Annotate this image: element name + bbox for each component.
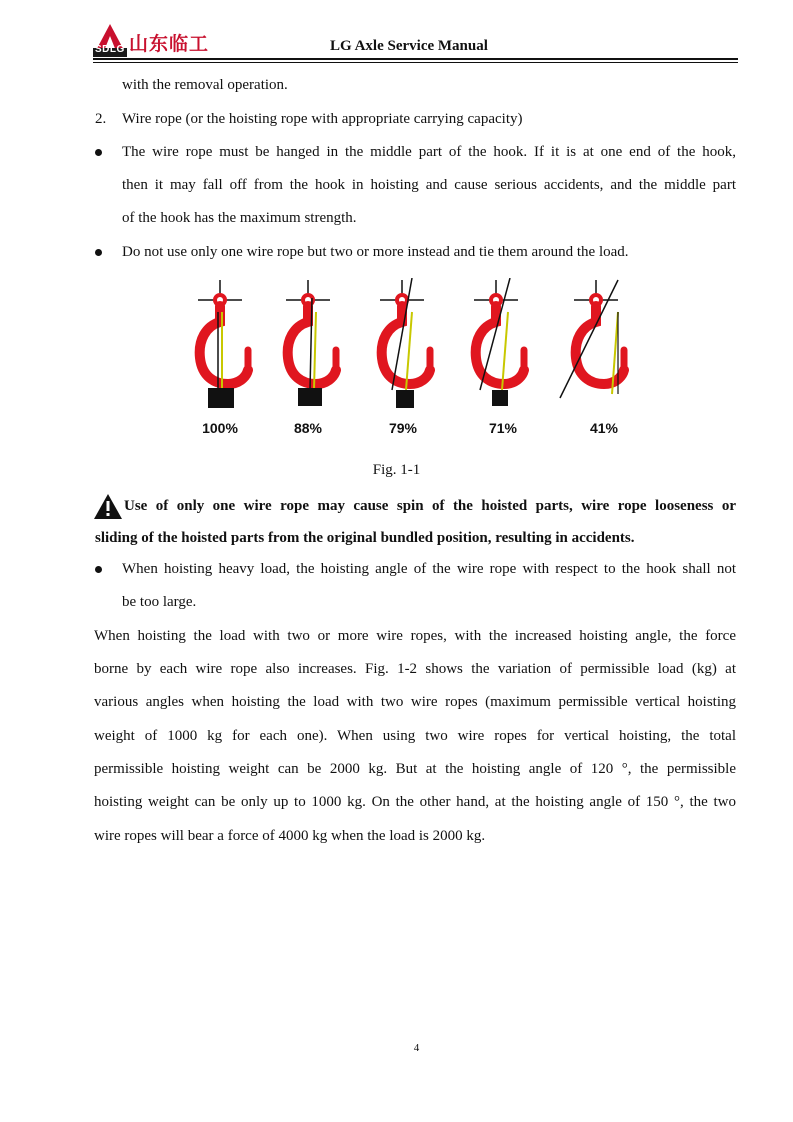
bullet-icon	[95, 566, 102, 573]
bullet-icon	[95, 149, 102, 156]
bullet-icon	[95, 249, 102, 256]
hook-diagram-1	[198, 280, 248, 408]
logo-sdlg-text: SDLG	[95, 44, 125, 55]
paragraph-line-1: When hoisting the load with two or more wire ropes, with the increased hoisting angle, the force	[94, 628, 736, 644]
paragraph-line-6: hoisting weight can be only up to 1000 kg. On the other hand, at the hoisting angle of 150 °, the two	[94, 794, 736, 810]
header-title: LG Axle Service Manual	[330, 38, 488, 54]
paragraph-line-2: borne by each wire rope also increases. Fig. 1-2 shows the variation of permissible load (kg) at	[94, 661, 736, 677]
sdlg-logo	[93, 22, 243, 58]
figure-percent-label: 71%	[488, 420, 518, 436]
bullet-3-line-1: When hoisting heavy load, the hoisting angle of the wire rope with respect to the hook shall not	[122, 561, 736, 577]
figure-percent-label: 100%	[202, 420, 238, 436]
hook-diagram-4	[474, 278, 524, 406]
figure-percent-label: 79%	[388, 420, 418, 436]
bullet-1-line-3: of the hook has the maximum strength.	[122, 210, 357, 226]
header-rule	[93, 58, 738, 60]
item-text: Wire rope (or the hoisting rope with appropriate carrying capacity)	[122, 111, 523, 127]
warning-line-2: sliding of the hoisted parts from the original bundled position, resulting in accidents.	[95, 530, 635, 546]
paragraph-line-5: permissible hoisting weight can be 2000 kg. But at the hoisting angle of 120 °, the permissible	[94, 761, 736, 777]
page-number: 4	[413, 1042, 420, 1054]
hook-rope-figure	[180, 278, 640, 408]
paragraph-line-7: wire ropes will bear a force of 4000 kg when the load is 2000 kg.	[94, 828, 486, 844]
bullet-2-text: Do not use only one wire rope but two or more instead and tie them around the load.	[122, 244, 629, 260]
bullet-1-line-2: then it may fall off from the hook in hoisting and cause serious accidents, and the middle part	[122, 177, 736, 193]
hook-diagram-5	[560, 280, 624, 398]
bullet-3-line-2: be too large.	[122, 594, 197, 610]
header-rule-thin	[93, 62, 738, 63]
bullet-1-line-1: The wire rope must be hanged in the middle part of the hook. If it is at one end of the hook,	[122, 144, 736, 160]
figure-percent-label: 88%	[293, 420, 323, 436]
paragraph-line-3: various angles when hoisting the load with two wire ropes (maximum permissible vertical hoisting	[94, 694, 736, 710]
continuation-line: with the removal operation.	[122, 77, 288, 93]
paragraph-line-4: weight of 1000 kg for each one). When using two wire ropes for vertical hoisting, the total	[94, 728, 736, 744]
figure-caption: Fig. 1-1	[372, 462, 421, 478]
warning-line-1: Use of only one wire rope may cause spin of the hoisted parts, wire rope looseness or	[124, 498, 736, 514]
hook-diagram-2	[286, 280, 336, 406]
logo-chinese-text: 山东临工	[129, 33, 210, 55]
figure-percent-label: 41%	[589, 420, 619, 436]
hook-diagram-3	[380, 278, 430, 408]
warning-icon	[93, 493, 123, 520]
item-number: 2.	[95, 111, 107, 127]
